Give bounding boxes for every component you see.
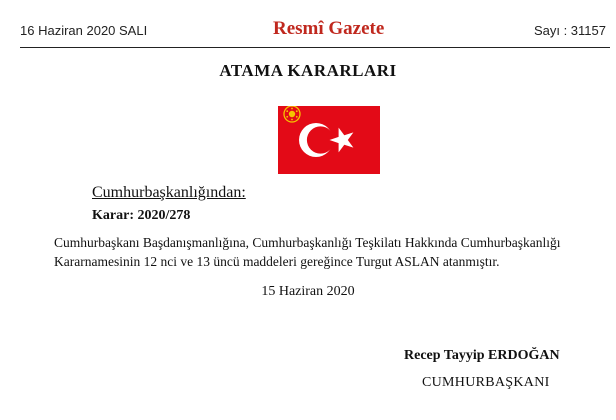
decree-body-line: Kararnamesinin 12 nci ve 13 üncü maddeleri gereğince Turgut ASLAN atanmıştır. [54,254,500,269]
issue-number: Sayı : 31157 [533,23,606,38]
decree-body-line: Cumhurbaşkanı Başdanışmanlığına, Cumhurbaşkanlığı Teşkilatı Hakkında Cumhurbaşkanlığı [54,235,561,250]
decision-number: Karar: 2020/278 [92,208,191,223]
section-title: ATAMA KARARLARI [219,61,397,80]
decree-issuer: Cumhurbaşkanlığından: [92,184,246,201]
signer-name: Recep Tayyip ERDOĞAN [404,348,560,363]
gazette-title: Resmî Gazete [273,18,385,39]
header-divider [20,47,610,48]
gazette-header [20,14,610,44]
decree-body [54,233,614,271]
signer-title: CUMHURBAŞKANI [422,375,550,390]
decree-date: 15 Haziran 2020 [261,284,355,299]
turkish-flag-icon [278,106,380,174]
publication-date: 16 Haziran 2020 SALI [20,23,148,38]
